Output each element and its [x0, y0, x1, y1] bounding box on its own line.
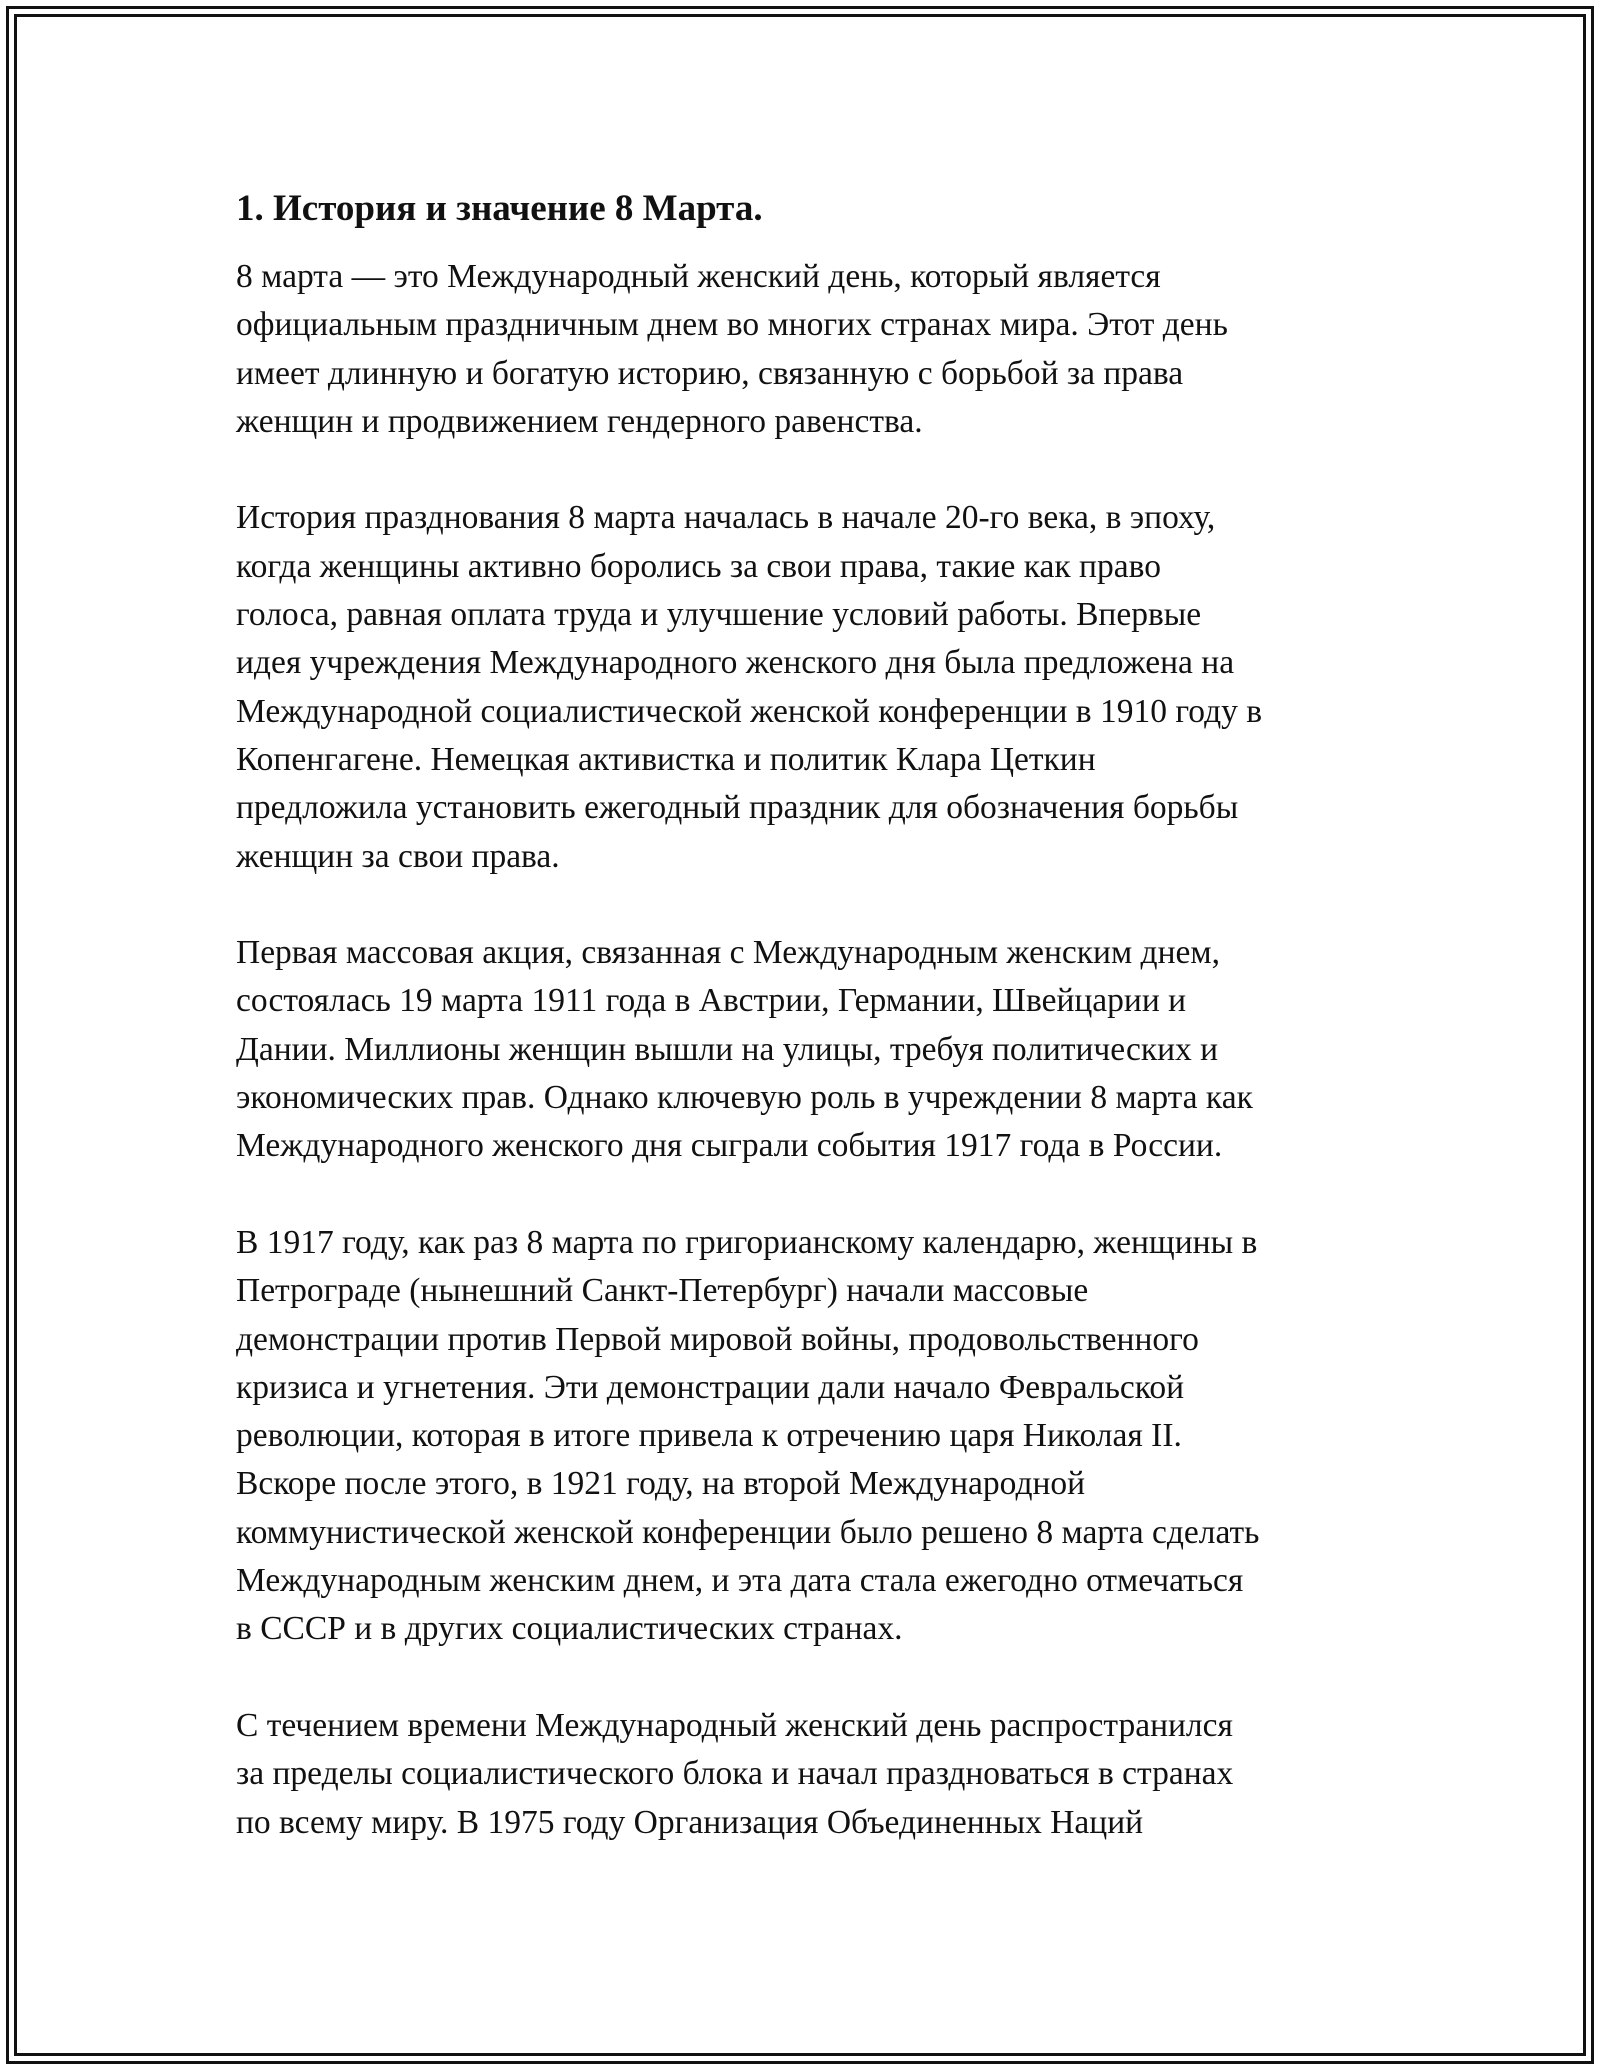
paragraph-line: предложила установить ежегодный праздник для обозначения борьбы: [236, 789, 1239, 827]
paragraph-line: История празднования 8 марта началась в начале 20-го века, в эпоху,: [236, 499, 1216, 537]
paragraph-line: демонстрации против Первой мировой войны, продовольственного: [236, 1320, 1199, 1358]
paragraph-line: Петрограде (нынешний Санкт-Петербург) начали массовые: [236, 1272, 1089, 1310]
paragraph-line: когда женщины активно боролись за свои права, такие как право: [236, 547, 1161, 585]
paragraph-line: идея учреждения Международного женского дня была предложена на: [236, 644, 1235, 682]
paragraph-line: Международного женского дня сыграли события 1917 года в России.: [236, 1127, 1223, 1165]
paragraph-line: голоса, равная оплата труда и улучшение условий работы. Впервые: [236, 596, 1202, 634]
paragraph-line: официальным праздничным днем во многих странах мира. Этот день: [236, 306, 1228, 344]
paragraph-line: Вскоре после этого, в 1921 году, на второй Международной: [236, 1465, 1086, 1503]
paragraph: [236, 253, 1376, 446]
paragraph-line: Международным женским днем, и эта дата стала ежегодно отмечаться: [236, 1562, 1244, 1600]
document-body: [236, 185, 1376, 1895]
paragraph: [236, 1219, 1376, 1654]
paragraph-line: 8 марта — это Международный женский день, который является: [236, 258, 1161, 295]
paragraph-line: за пределы социалистического блока и начал праздноваться в странах: [236, 1755, 1234, 1793]
paragraph-line: С течением времени Международный женский день распространился: [236, 1706, 1233, 1744]
paragraph-line: имеет длинную и богатую историю, связанную с борьбой за права: [236, 354, 1184, 392]
paragraphs-container: [236, 253, 1376, 1847]
paragraph-line: Международной социалистической женской конференции в 1910 году в: [236, 692, 1263, 730]
paragraph-line: коммунистической женской конференции было решено 8 марта сделать: [236, 1513, 1260, 1551]
paragraph: [236, 929, 1376, 1170]
paragraph-line: Копенгагене. Немецкая активистка и политик Клара Цеткин: [236, 740, 1096, 778]
section-heading: 1. История и значение 8 Марта.: [236, 188, 763, 229]
paragraph-line: женщин за свои права.: [236, 837, 560, 875]
paragraph-line: экономических прав. Однако ключевую роль в учреждении 8 марта как: [236, 1079, 1253, 1117]
paragraph-line: женщин и продвижением гендерного равенства.: [236, 402, 923, 440]
paragraph: [236, 1702, 1376, 1847]
paragraph-line: кризиса и угнетения. Эти демонстрации дали начало Февральской: [236, 1368, 1185, 1406]
paragraph-line: революции, которая в итоге привела к отречению царя Николая II.: [236, 1417, 1182, 1455]
paragraph-line: Дании. Миллионы женщин вышли на улицы, требуя политических и: [236, 1030, 1219, 1068]
paragraph-line: по всему миру. В 1975 году Организация Объединенных Наций: [236, 1803, 1144, 1841]
paragraph-line: В 1917 году, как раз 8 марта по григорианскому календарю, женщины в: [236, 1223, 1258, 1261]
paragraph-line: в СССР и в других социалистических странах.: [236, 1610, 903, 1648]
paragraph-line: Первая массовая акция, связанная с Международным женским днем,: [236, 934, 1220, 972]
paragraph: [236, 494, 1376, 880]
paragraph-line: состоялась 19 марта 1911 года в Австрии, Германии, Швейцарии и: [236, 982, 1187, 1020]
